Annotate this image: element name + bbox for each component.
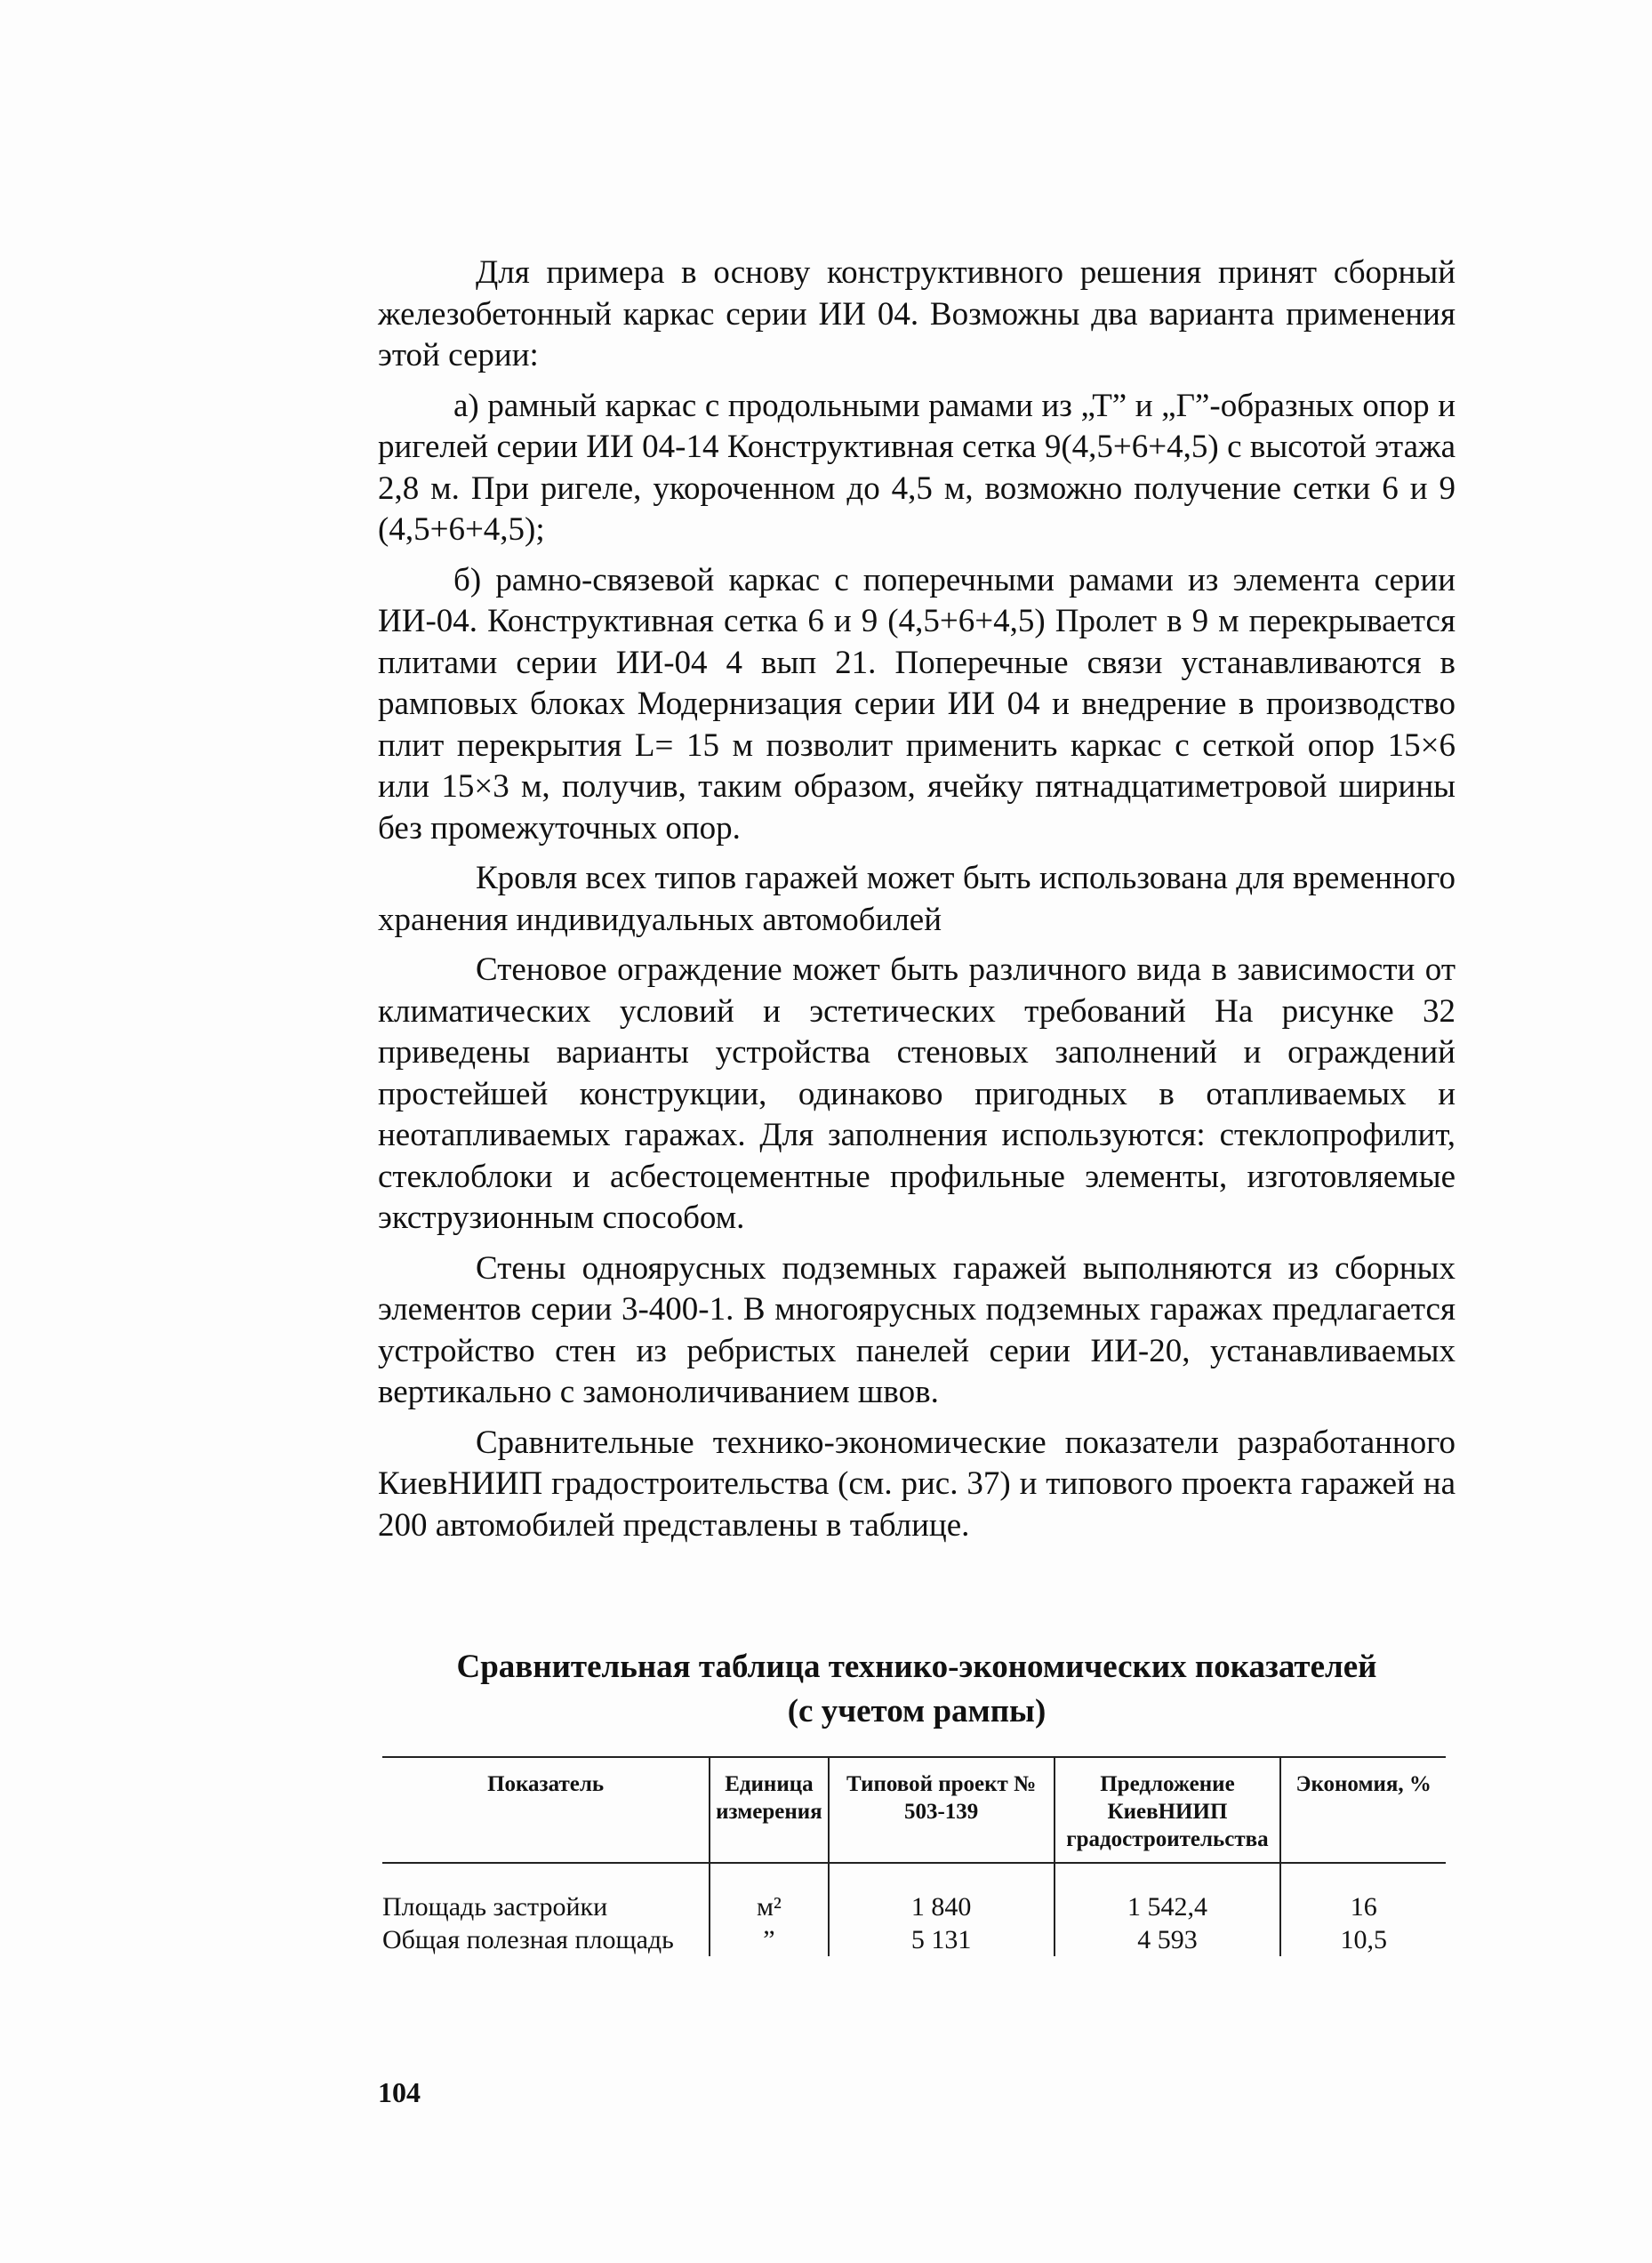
paragraph-variant-a: а) рамный каркас с продольными рамами из „Т” и „Г”-образных опор и ригелей серии ИИ 04-14 Конструктивная сетка 9(4,5+6+4,5) с высотой этажа 2,8 м. При ригеле, укороченном до 4,5 м, возможно получение сетки 6 и 9 (4,5+6+4,5);	[378, 387, 1456, 548]
table-title	[378, 1645, 1456, 1734]
comparison-table	[382, 1756, 1446, 1956]
cell-indicator: Общая полезная площадь	[382, 1925, 674, 1954]
paragraph-roof: Кровля всех типов гаражей может быть использована для временного хранения индивидуальных автомобилей	[378, 860, 1456, 938]
header-typical-project: Типовой проект № 503-139	[829, 1757, 1055, 1863]
paragraph-underground-walls: Стены одноярусных подземных гаражей выполняются из сборных элементов серии 3-400-1. В многоярусных подземных гаражах предлагается устройство стен из ребристых панелей серии ИИ-20, устанавливаемых вертикально с замоноличиванием швов.	[378, 1249, 1456, 1410]
cell-indicator: Площадь застройки	[382, 1892, 608, 1922]
comparison-table-wrap	[382, 1756, 1446, 1956]
paragraph-intro: Для примера в основу конструктивного решения принят сборный железобетонный каркас серии ИИ 04. Возможны два варианта применения этой серии:	[378, 254, 1456, 373]
cell-proposal: 4 593	[1055, 1923, 1281, 1956]
cell-unit: ”	[710, 1923, 829, 1956]
body-text	[378, 253, 1456, 1555]
cell-typical: 5 131	[829, 1923, 1055, 1956]
header-savings: Экономия, %	[1280, 1757, 1446, 1863]
header-indicator: Показатель	[382, 1757, 710, 1863]
paragraph-variant-b: б) рамно-связевой каркас с поперечными рамами из элемента серии ИИ-04. Конструктивная сетка 6 и 9 (4,5+6+4,5) Пролет в 9 м перекрывается плитами серии ИИ-04 4 вып 21. Поперечные связи устанавливаются в рамповых блоках Модернизация серии ИИ 04 и внедрение в производство плит перекрытия L= 15 м позволит применить каркас с сеткой опор 15×6 или 15×3 м, получив, таким образом, ячейку пятнадцатиметровой ширины без промежуточных опор.	[378, 561, 1456, 847]
table-row	[382, 1923, 1446, 1956]
cell-unit: м²	[710, 1863, 829, 1923]
paragraph-comparison: Сравнительные технико-экономические показатели разработанного КиевНИИП градостроительства (см. рис. 37) и типового проекта гаражей на 200 автомобилей представлены в таблице.	[378, 1424, 1456, 1544]
cell-savings: 10,5	[1280, 1923, 1446, 1956]
table-header-row	[382, 1757, 1446, 1863]
table-title-line1: Сравнительная таблица технико-экономических показателей	[456, 1649, 1377, 1685]
header-proposal: Предложение КиевНИИП градостроительства	[1055, 1757, 1281, 1863]
cell-typical: 1 840	[829, 1863, 1055, 1923]
paragraph-walls: Стеновое ограждение может быть различного вида в зависимости от климатических условий и эстетических требований На рисунке 32 приведены варианты устройства стеновых заполнений и ограждений простейшей конструкции, одинаково пригодных в отапливаемых и неотапливаемых гаражах. Для заполнения используются: стеклопрофилит, стеклоблоки и асбестоцементные профильные элементы, изготовляемые экструзионным способом.	[378, 951, 1456, 1236]
table-title-line2: (с учетом рампы)	[787, 1693, 1047, 1729]
table-row	[382, 1863, 1446, 1923]
header-unit: Единица измерения	[710, 1757, 829, 1863]
page-number: 104	[378, 2076, 421, 2108]
cell-savings: 16	[1280, 1863, 1446, 1923]
cell-proposal: 1 542,4	[1055, 1863, 1281, 1923]
